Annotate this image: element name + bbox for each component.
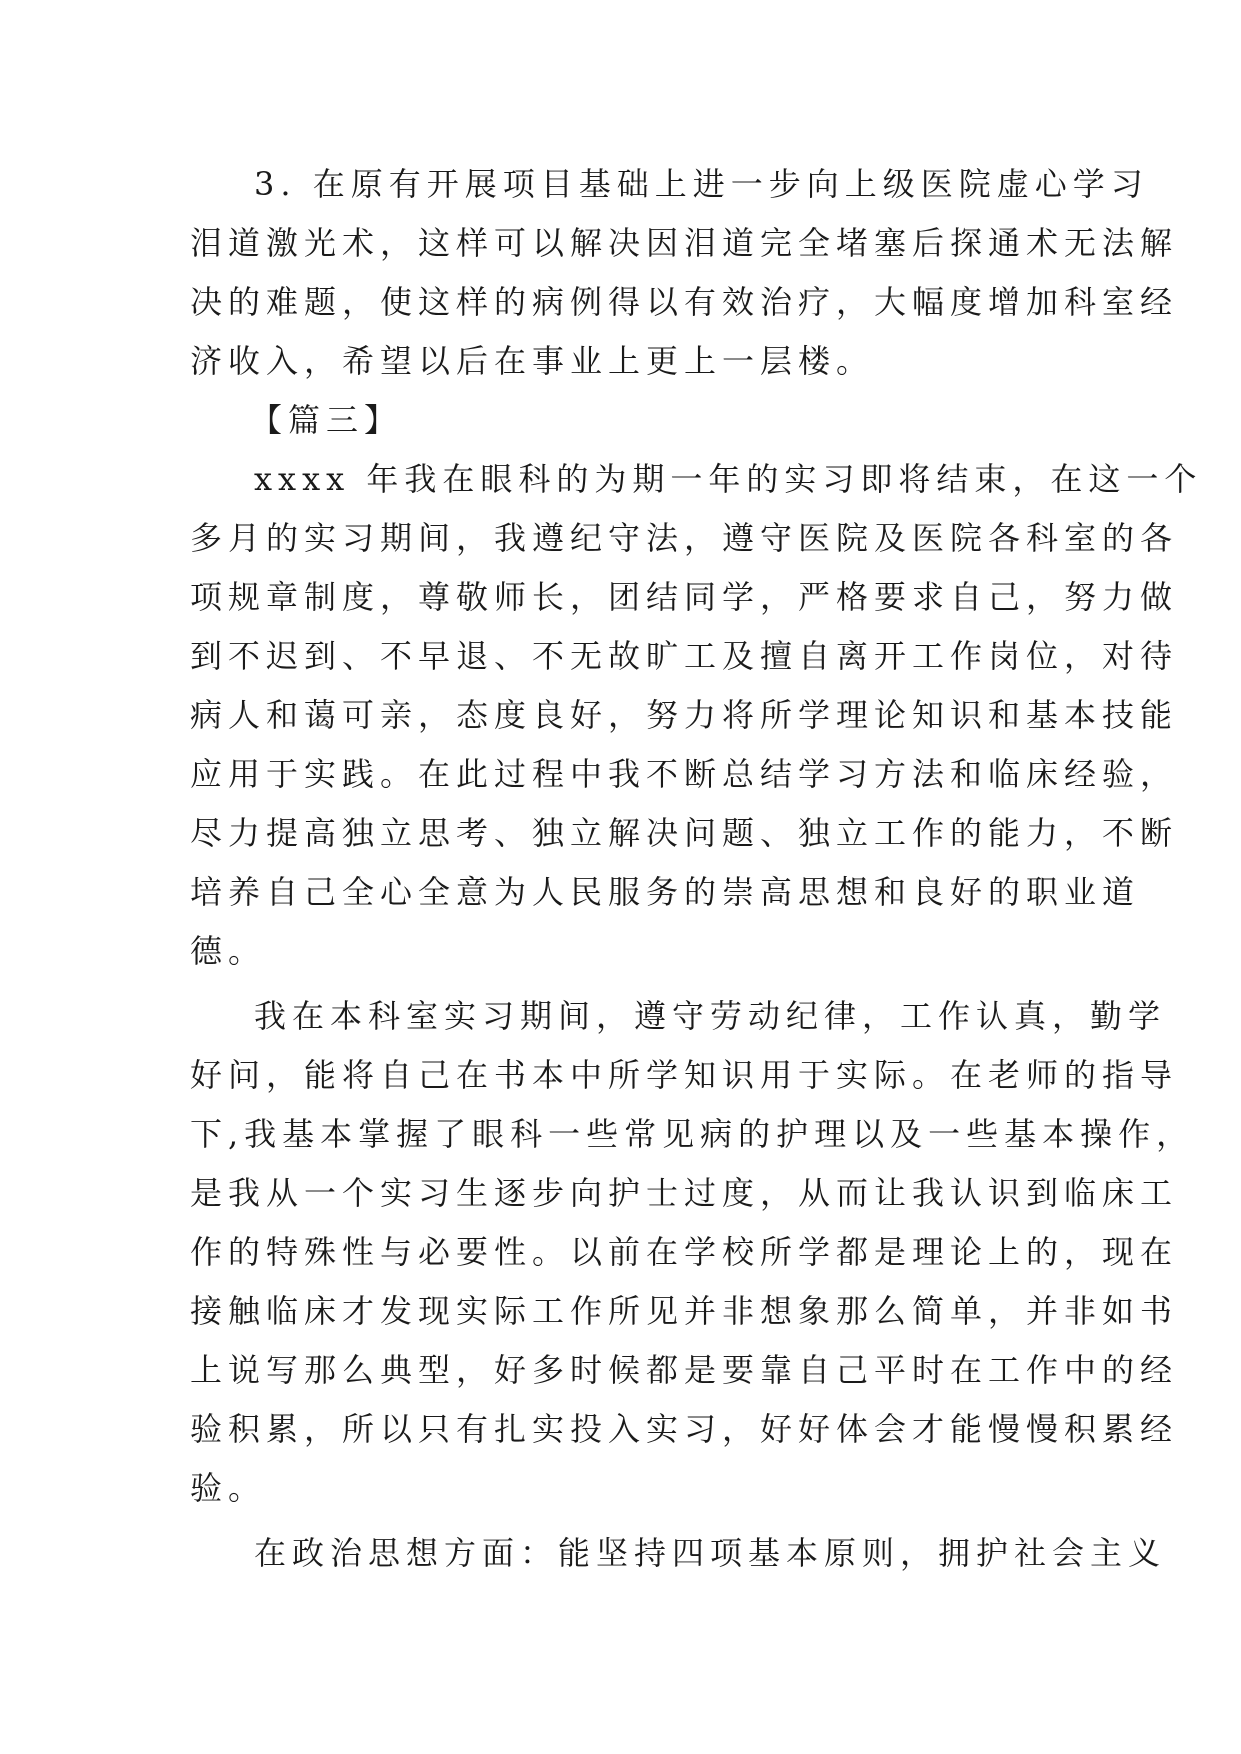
text-line: 是我从一个实习生逐步向护士过度，从而让我认识到临床工 [190, 1174, 1179, 1212]
paragraph [190, 1524, 1167, 1583]
text-line: 作的特殊性与必要性。以前在学校所学都是理论上的，现在 [190, 1233, 1179, 1271]
text-line: 应用于实践。在此过程中我不断总结学习方法和临床经验， [190, 755, 1179, 793]
text-line: 下,我基本掌握了眼科一些常见病的护理以及一些基本操作， [190, 1115, 1195, 1153]
section-heading: 【篇三】 [250, 401, 403, 439]
text-line: 好问，能将自己在书本中所学知识用于实际。在老师的指导 [190, 1056, 1179, 1094]
paragraph [190, 155, 1179, 391]
text-line: xxxx 年我在眼科的为期一年的实习即将结束，在这一个 [254, 460, 1203, 498]
text-line: 泪道激光术，这样可以解决因泪道完全堵塞后探通术无法解 [190, 224, 1179, 262]
text-line: 验。 [190, 1469, 267, 1507]
text-line: 多月的实习期间，我遵纪守法，遵守医院及医院各科室的各 [190, 519, 1179, 557]
text-line: 3. 在原有开展项目基础上进一步向上级医院虚心学习 [254, 165, 1149, 203]
text-line: 在政治思想方面：能坚持四项基本原则，拥护社会主义 [254, 1534, 1167, 1572]
text-line: 验积累，所以只有扎实投入实习，好好体会才能慢慢积累经 [190, 1410, 1179, 1448]
text-line: 济收入，希望以后在事业上更上一层楼。 [190, 342, 875, 380]
text-line: 德。 [190, 932, 267, 970]
text-line: 培养自己全心全意为人民服务的崇高思想和良好的职业道 [190, 873, 1141, 911]
text-line: 到不迟到、不早退、不无故旷工及擅自离开工作岗位，对待 [190, 637, 1179, 675]
text-line: 病人和蔼可亲，态度良好，努力将所学理论知识和基本技能 [190, 696, 1179, 734]
document-body [190, 155, 1203, 1583]
text-line: 尽力提高独立思考、独立解决问题、独立工作的能力，不断 [190, 814, 1179, 852]
text-line: 项规章制度，尊敬师长，团结同学，严格要求自己，努力做 [190, 578, 1179, 616]
text-line: 我在本科室实习期间，遵守劳动纪律，工作认真，勤学 [254, 997, 1167, 1035]
text-line: 上说写那么典型，好多时候都是要靠自己平时在工作中的经 [190, 1351, 1179, 1389]
paragraph [190, 450, 1203, 981]
text-line: 决的难题，使这样的病例得以有效治疗，大幅度增加科室经 [190, 283, 1179, 321]
text-line: 接触临床才发现实际工作所见并非想象那么简单，并非如书 [190, 1292, 1179, 1330]
paragraph [190, 987, 1195, 1518]
